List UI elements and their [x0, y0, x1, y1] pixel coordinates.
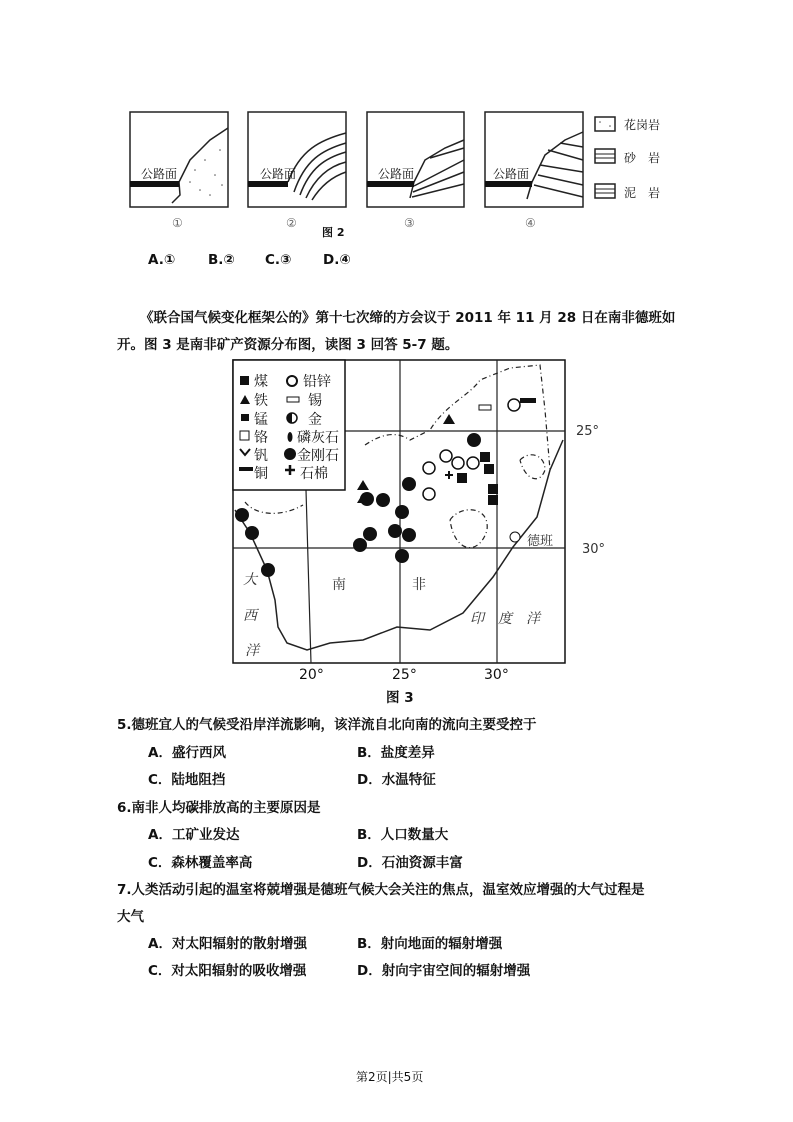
lat-tick-25: 25° — [576, 424, 600, 439]
legend-apatite: 磷灰石 — [297, 430, 339, 446]
legend-vanadium: 钒 — [254, 448, 268, 464]
lat-tick-30: 30° — [582, 542, 606, 557]
q5-option-b: B．盐度差异 — [357, 745, 435, 761]
figure-2-caption: 图 2 — [322, 226, 345, 239]
page-footer: 第2页|共5页 — [356, 1070, 424, 1084]
country-label-2: 非 — [412, 577, 426, 593]
legend-chromium: 铬 — [254, 430, 268, 446]
legend-tin: 锡 — [308, 393, 322, 409]
legend-gold: 金 — [308, 412, 322, 428]
q6-stem: 6.南非人均碳排放高的主要原因是 — [117, 800, 321, 816]
legend-iron: 铁 — [254, 393, 268, 409]
q6-option-b: B．人口数量大 — [357, 827, 449, 843]
road-label-1: 公路面 — [141, 167, 178, 181]
country-label-1: 南 — [332, 577, 346, 593]
road-label-3: 公路面 — [378, 167, 415, 181]
panel-number-3: ③ — [404, 216, 415, 230]
q5-stem: 5.德班宜人的气候受沿岸洋流影响，该洋流自北向南的流向主要受控于 — [117, 717, 537, 733]
q4-option-c: C.③ — [265, 252, 292, 268]
intro-line-1: 《联合国气候变化框架公的》第十七次缔的方会议于 2011 年 11 月 28 日在南非德班如 — [140, 310, 676, 326]
ocean-atlantic-3: 洋 — [245, 643, 259, 659]
q6-option-a: A．工矿业发达 — [148, 827, 240, 843]
q5-option-c: C．陆地阻挡 — [148, 772, 226, 788]
road-label-4: 公路面 — [493, 167, 530, 181]
q7-stem: 7.人类活动引起的温室将兢增强是德班气候大会关注的焦点，温室效应增强的大气过程是 — [117, 882, 645, 898]
q7-option-c: C．对太阳辐射的吸收增强 — [148, 963, 307, 979]
ocean-atlantic-2: 西 — [243, 608, 257, 624]
panel-number-1: ① — [172, 216, 183, 230]
lon-tick-25: 25° — [392, 667, 417, 683]
q5-option-d: D．水温特征 — [357, 772, 436, 788]
legend-granite: 花岗岩 — [624, 118, 661, 132]
legend-copper: 铜 — [254, 466, 268, 482]
road-label-2: 公路面 — [260, 167, 297, 181]
q4-option-d: D.④ — [323, 252, 351, 268]
legend-manganese: 锰 — [254, 412, 268, 428]
legend-asbestos: 石棉 — [300, 466, 328, 482]
legend-coal: 煤 — [254, 374, 268, 390]
figure-3-caption: 图 3 — [386, 690, 414, 706]
ocean-indian: 印 度 洋 — [470, 611, 540, 627]
q6-option-c: C．森林覆盖率高 — [148, 855, 253, 871]
intro-line-2: 开。图 3 是南非矿产资源分布图，读图 3 回答 5-7 题。 — [117, 337, 459, 353]
city-durban: 德班 — [527, 534, 554, 549]
q4-option-a: A.① — [148, 252, 176, 268]
panel-number-4: ④ — [525, 216, 536, 230]
legend-mudstone: 泥 岩 — [624, 186, 661, 200]
legend-lead-zinc: 铅锌 — [303, 374, 331, 390]
legend-diamond: 金刚石 — [297, 448, 339, 464]
ocean-atlantic-1: 大 — [243, 572, 257, 588]
legend-sandstone: 砂 岩 — [624, 151, 661, 165]
panel-number-2: ② — [286, 216, 297, 230]
q7-option-a: A．对太阳辐射的散射增强 — [148, 936, 307, 952]
q7-option-b: B．射向地面的辐射增强 — [357, 936, 503, 952]
q7-stem-cont: 大气 — [117, 909, 144, 925]
q6-option-d: D．石油资源丰富 — [357, 855, 463, 871]
q7-option-d: D．射向宇宙空间的辐射增强 — [357, 963, 531, 979]
q4-option-b: B.② — [208, 252, 235, 268]
lon-tick-30: 30° — [484, 667, 509, 683]
lon-tick-20: 20° — [299, 667, 324, 683]
q5-option-a: A．盛行西风 — [148, 745, 226, 761]
